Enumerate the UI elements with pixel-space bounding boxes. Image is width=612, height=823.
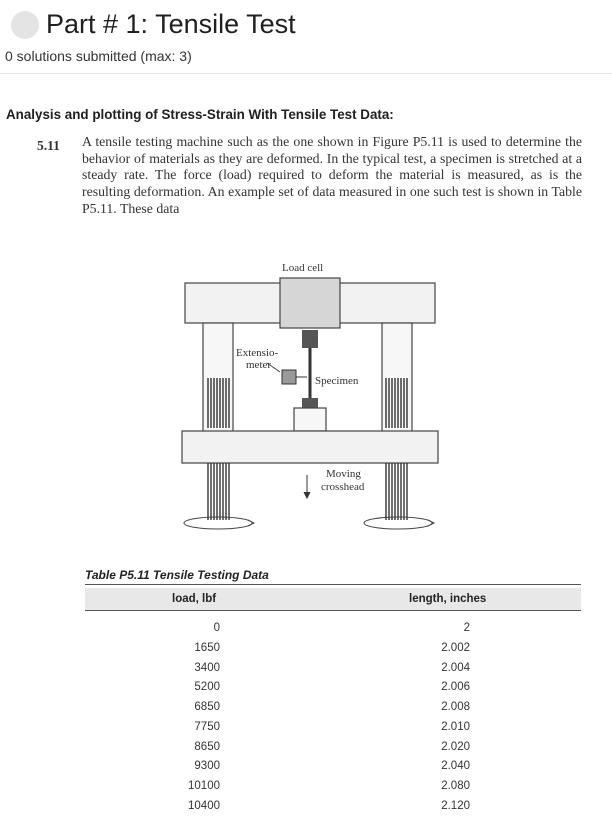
length-cell: 2.004	[441, 661, 470, 674]
extensiometer-label-2: meter	[246, 359, 272, 371]
load-cell: 5200	[194, 681, 220, 694]
length-cell: 2.008	[441, 701, 470, 713]
length-cell: 2.010	[441, 720, 470, 733]
load-cell: 10400	[188, 799, 220, 812]
problem-number: 5.11	[37, 138, 60, 153]
section-heading: Analysis and plotting of Stress-Strain With Tensile Test Data:	[6, 107, 394, 122]
length-cell: 2.080	[441, 780, 470, 792]
load-cell-label: Load cell	[282, 262, 324, 274]
submission-count: 0 solutions submitted (max: 3)	[5, 48, 192, 64]
length-cell: 2.120	[441, 799, 470, 812]
table-header-rule	[85, 610, 581, 611]
length-cell: 2.006	[441, 681, 470, 694]
load-cell: 10100	[188, 780, 220, 792]
column-header-load: load, lbf	[172, 593, 217, 605]
load-cell: 3400	[194, 661, 220, 674]
table-caption: Table P5.11 Tensile Testing Data	[85, 568, 269, 582]
status-circle-icon	[11, 11, 39, 39]
load-column	[160, 622, 220, 820]
table-top-rule	[85, 584, 581, 585]
length-cell: 2.002	[441, 641, 470, 654]
load-cell: 1650	[194, 641, 220, 654]
page-header	[0, 0, 612, 72]
header-divider	[0, 73, 612, 74]
table-header-band	[85, 588, 581, 610]
crosshead-label: crosshead	[321, 481, 365, 493]
problem-text: A tensile testing machine such as the one shown in Figure P5.11 is used to determine the behavior of materials as they are deformed. In the typical test, a specimen is stretched at a steady rate. The force (load) required to deform the material is measured, as is the resulting deformation. An example set of data measured in one such test is shown in Table P5.11. These data	[82, 134, 582, 216]
load-cell: 0	[213, 622, 220, 634]
extensiometer-label: Extensio-	[236, 347, 279, 359]
load-cell: 9300	[194, 760, 220, 773]
length-cell: 2.020	[441, 740, 470, 753]
load-cell: 8650	[194, 740, 220, 753]
moving-label: Moving	[326, 468, 361, 480]
page-title: Part # 1: Tensile Test	[46, 9, 296, 39]
load-cell: 7750	[194, 720, 220, 733]
length-column	[410, 622, 470, 820]
load-cell: 6850	[194, 701, 220, 713]
column-header-length: length, inches	[409, 593, 487, 605]
specimen-label: Specimen	[315, 375, 359, 387]
length-cell: 2	[463, 622, 470, 634]
tensile-machine-figure	[170, 250, 450, 540]
length-cell: 2.040	[441, 760, 470, 773]
